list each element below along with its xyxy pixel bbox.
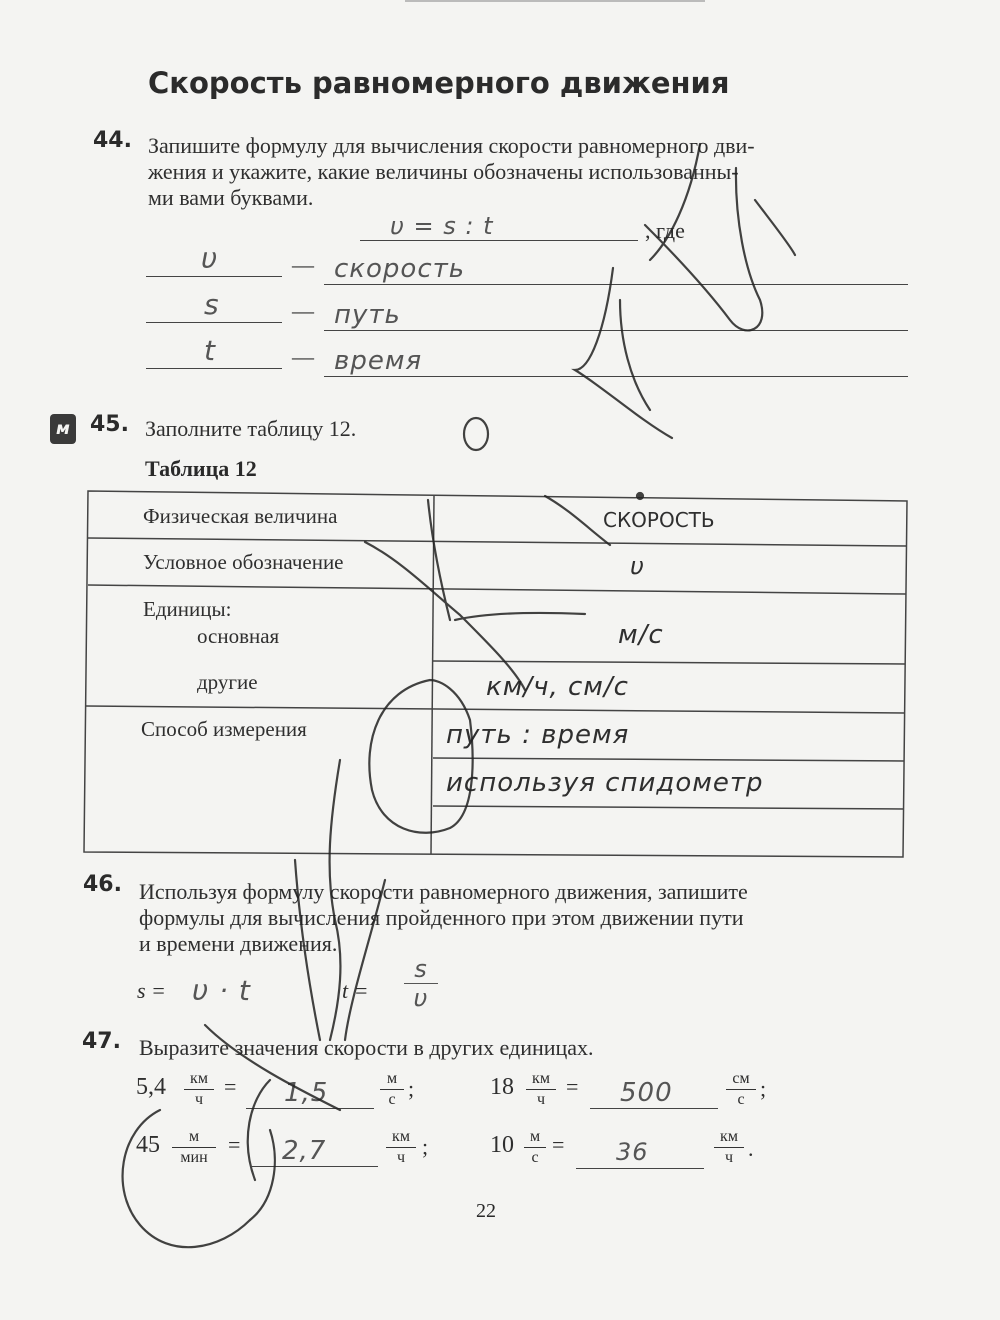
q45-number: 45. (90, 412, 129, 437)
fraction-bar (524, 1147, 546, 1148)
q44-dash: — (292, 298, 314, 323)
q47-eq: = (228, 1132, 241, 1157)
q44-meaning: путь (334, 300, 401, 330)
label-units-other: другие (197, 670, 258, 694)
fraction-bar (526, 1089, 556, 1090)
q47-text: Выразите значения скорости в других единицах. (139, 1035, 594, 1060)
q47-answer: 1,5 (284, 1078, 329, 1108)
q46-s-answer[interactable]: υ · t (192, 974, 251, 1007)
value-method-1: путь : время (446, 720, 630, 750)
q47-value: 45 (136, 1132, 160, 1158)
fraction-bar (184, 1089, 214, 1090)
fraction-bar (386, 1147, 416, 1148)
q44-symbol: s (204, 288, 220, 321)
q47-to-unit (380, 1070, 404, 1109)
q47-eq: = (224, 1074, 237, 1099)
q46-text-line: и времени движения. (139, 931, 338, 956)
q47-end: . (748, 1136, 754, 1161)
q47-to-unit (714, 1128, 744, 1167)
unit-denominator: с (388, 1091, 396, 1108)
unit-denominator: ч (536, 1091, 546, 1108)
value-quantity: СКОРОСТЬ (603, 508, 715, 532)
unit-numerator: км (392, 1128, 410, 1145)
q44-formula-answer: υ = s : t (390, 212, 494, 240)
q46-s-label: s = (137, 978, 166, 1003)
fraction-bar (172, 1147, 216, 1148)
q46-text-line: Используя формулу скорости равномерного движения, запишите (139, 879, 748, 904)
value-units-other: км/ч, см/с (486, 672, 629, 702)
q47-end: ; (408, 1076, 415, 1101)
q46-text-line: формулы для вычисления пройденного при этом движении пути (139, 905, 744, 930)
fraction-bar (726, 1089, 756, 1090)
q46-t-label: t = (342, 978, 369, 1003)
q44-symbol: t (204, 334, 216, 367)
q47-end: ; (760, 1076, 767, 1101)
q47-item (490, 1126, 790, 1176)
q44-text-line: Запишите формулу для вычисления скорости равномерного дви- (148, 133, 755, 158)
q47-end: ; (422, 1134, 429, 1159)
q47-answer-line[interactable] (252, 1138, 378, 1167)
label-units-main: основная (197, 624, 280, 648)
unit-denominator: мин (180, 1149, 208, 1166)
unit-denominator: ч (396, 1149, 406, 1166)
value-method-2: используя спидометр (446, 768, 764, 798)
unit-numerator: км (720, 1128, 738, 1145)
q47-item (136, 1068, 436, 1118)
unit-denominator: с (531, 1149, 539, 1166)
label-symbol: Условное обозначение (143, 550, 344, 574)
unit-numerator: см (732, 1070, 750, 1087)
page-title: Скорость равномерного движения (148, 66, 730, 100)
q47-from-unit (526, 1070, 556, 1109)
q47-eq: = (552, 1132, 565, 1157)
q44-meaning: скорость (334, 254, 466, 284)
page-number: 22 (476, 1200, 496, 1222)
unit-denominator: ч (194, 1091, 204, 1108)
label-quantity: Физическая величина (143, 504, 338, 528)
q44-symbol: υ (201, 242, 219, 275)
unit-denominator: с (737, 1091, 745, 1108)
q46-text (139, 879, 748, 957)
q45-text: Заполните таблицу 12. (145, 416, 357, 441)
q47-item (490, 1068, 790, 1118)
unit-numerator: м (188, 1128, 200, 1145)
q46-t-numerator: s (414, 955, 428, 983)
q44-text-line: жения и укажите, какие величины обозначены использованны- (148, 159, 739, 184)
q47-from-unit (524, 1128, 546, 1167)
unit-numerator: м (529, 1128, 541, 1145)
q47-number: 47. (82, 1029, 121, 1054)
q47-value: 18 (490, 1074, 514, 1100)
fraction-bar (714, 1147, 744, 1148)
q47-answer-line[interactable] (246, 1080, 374, 1109)
q47-to-unit (726, 1070, 756, 1109)
label-method: Способ измерения (141, 717, 307, 741)
q44-meaning: время (334, 346, 423, 376)
q44-dash: — (292, 252, 314, 277)
unit-numerator: м (386, 1070, 398, 1087)
q47-answer: 36 (616, 1138, 649, 1166)
q44-where-label: , где (645, 218, 685, 243)
label-units: Единицы: (143, 597, 232, 621)
q47-answer: 2,7 (282, 1136, 327, 1166)
q47-from-unit (184, 1070, 214, 1109)
q44-dash: — (292, 344, 314, 369)
q47-item (136, 1126, 446, 1176)
q46-t-answer[interactable] (404, 955, 438, 1012)
q47-answer-line[interactable] (576, 1140, 704, 1169)
q47-value: 5,4 (136, 1074, 166, 1100)
q47-value: 10 (490, 1132, 514, 1158)
value-units-main: м/с (618, 620, 664, 650)
method-badge-icon: м (50, 414, 76, 444)
q44-number: 44. (93, 128, 132, 153)
q47-eq: = (566, 1074, 579, 1099)
q47-to-unit (386, 1128, 416, 1167)
q46-number: 46. (83, 872, 122, 897)
fraction-bar (380, 1089, 404, 1090)
q47-answer-line[interactable] (590, 1080, 718, 1109)
q47-answer: 500 (620, 1078, 673, 1108)
unit-numerator: км (190, 1070, 208, 1087)
value-symbol: υ (630, 552, 645, 580)
table-title: Таблица 12 (145, 456, 257, 481)
q47-from-unit (172, 1128, 216, 1167)
q44-text-line: ми вами буквами. (148, 185, 314, 210)
unit-numerator: км (532, 1070, 550, 1087)
q46-t-denominator: υ (413, 984, 429, 1012)
unit-denominator: ч (724, 1149, 734, 1166)
